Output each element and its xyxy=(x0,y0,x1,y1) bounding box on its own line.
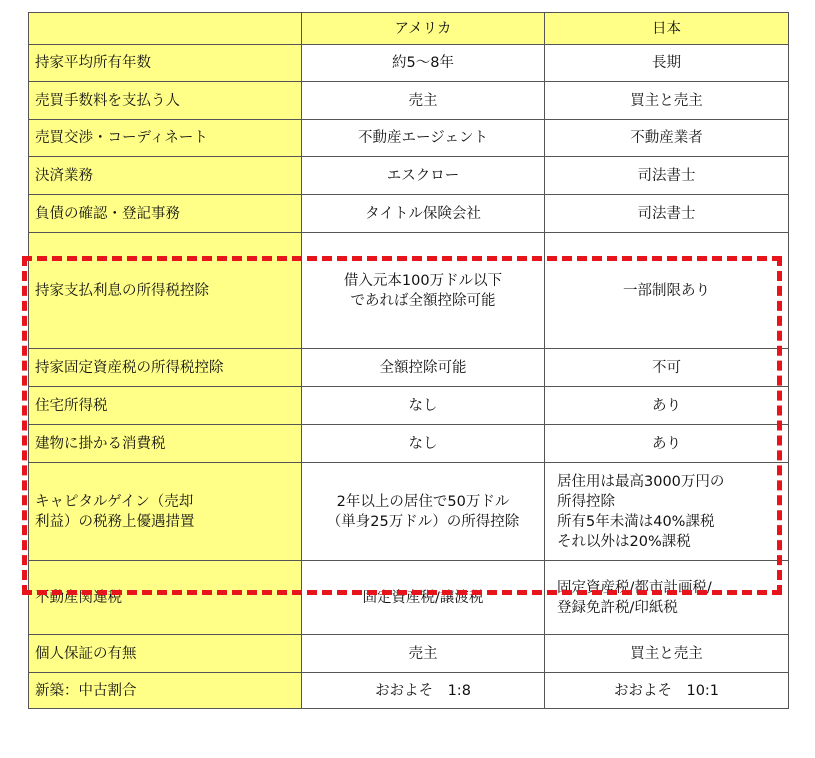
usa-value: 約5～8年 xyxy=(302,45,545,82)
usa-value-line: 2年以上の居住で50万ドル xyxy=(336,493,510,510)
japan-value: あり xyxy=(545,425,789,463)
japan-value: 司法書士 xyxy=(545,195,789,233)
row-label: 持家平均所有年数 xyxy=(29,45,302,82)
table-row xyxy=(29,387,789,425)
comparison-table xyxy=(28,12,789,709)
table-row xyxy=(29,120,789,157)
japan-value-line: 登録免許税/印紙税 xyxy=(557,599,678,616)
japan-value xyxy=(545,561,789,635)
usa-value-line: （単身25万ドル）の所得控除 xyxy=(326,513,520,530)
row-label xyxy=(29,463,302,561)
table-row xyxy=(29,561,789,635)
usa-value: なし xyxy=(302,387,545,425)
row-label: 持家支払利息の所得税控除 xyxy=(29,233,302,349)
japan-value: 司法書士 xyxy=(545,157,789,195)
table-row xyxy=(29,195,789,233)
table-row xyxy=(29,673,789,709)
row-label-line: 利益）の税務上優遇措置 xyxy=(35,513,195,530)
japan-value-line: 所有5年未満は40%課税 xyxy=(557,513,715,530)
header-corner-cell xyxy=(29,13,302,45)
usa-value: なし xyxy=(302,425,545,463)
japan-value-line: 固定資産税/都市計画税/ xyxy=(557,579,712,596)
row-label: 売買手数料を支払う人 xyxy=(29,82,302,120)
usa-value xyxy=(302,233,545,349)
row-label: 売買交渉・コーディネート xyxy=(29,120,302,157)
usa-value: 売主 xyxy=(302,82,545,120)
header-usa: アメリカ xyxy=(302,13,545,45)
usa-value: 不動産エージェント xyxy=(302,120,545,157)
table-row xyxy=(29,45,789,82)
row-label-line: キャピタルゲイン（売却 xyxy=(35,493,194,510)
table-row xyxy=(29,157,789,195)
usa-value: エスクロー xyxy=(302,157,545,195)
usa-value: 全額控除可能 xyxy=(302,349,545,387)
table-row xyxy=(29,82,789,120)
japan-value: 一部制限あり xyxy=(545,233,789,349)
japan-value-line: 居住用は最高3000万円の xyxy=(557,473,725,490)
usa-value: おおよそ 1:8 xyxy=(302,673,545,709)
header-row xyxy=(29,13,789,45)
row-label: 建物に掛かる消費税 xyxy=(29,425,302,463)
row-label: 負債の確認・登記事務 xyxy=(29,195,302,233)
table-row xyxy=(29,425,789,463)
japan-value: 長期 xyxy=(545,45,789,82)
japan-value: 買主と売主 xyxy=(545,82,789,120)
japan-value: おおよそ 10:1 xyxy=(545,673,789,709)
row-label: 不動産関連税 xyxy=(29,561,302,635)
japan-value: あり xyxy=(545,387,789,425)
table-row xyxy=(29,349,789,387)
row-label: 持家固定資産税の所得税控除 xyxy=(29,349,302,387)
japan-value: 不動産業者 xyxy=(545,120,789,157)
row-label: 住宅所得税 xyxy=(29,387,302,425)
row-label: 決済業務 xyxy=(29,157,302,195)
japan-value-line: 所得控除 xyxy=(557,493,615,510)
table-row xyxy=(29,233,789,349)
usa-value: 売主 xyxy=(302,635,545,673)
usa-value xyxy=(302,463,545,561)
japan-value-line: それ以外は20%課税 xyxy=(557,533,691,550)
usa-value-line: 借入元本100万ドル以下 xyxy=(343,272,503,289)
japan-value: 不可 xyxy=(545,349,789,387)
row-label: 個人保証の有無 xyxy=(29,635,302,673)
table-row xyxy=(29,463,789,561)
usa-value-line: であれば全額控除可能 xyxy=(350,292,496,309)
japan-value: 買主と売主 xyxy=(545,635,789,673)
header-japan: 日本 xyxy=(545,13,789,45)
usa-value: タイトル保険会社 xyxy=(302,195,545,233)
row-label: 新築：中古割合 xyxy=(29,673,302,709)
usa-value: 固定資産税/譲渡税 xyxy=(302,561,545,635)
japan-value xyxy=(545,463,789,561)
table-row xyxy=(29,635,789,673)
